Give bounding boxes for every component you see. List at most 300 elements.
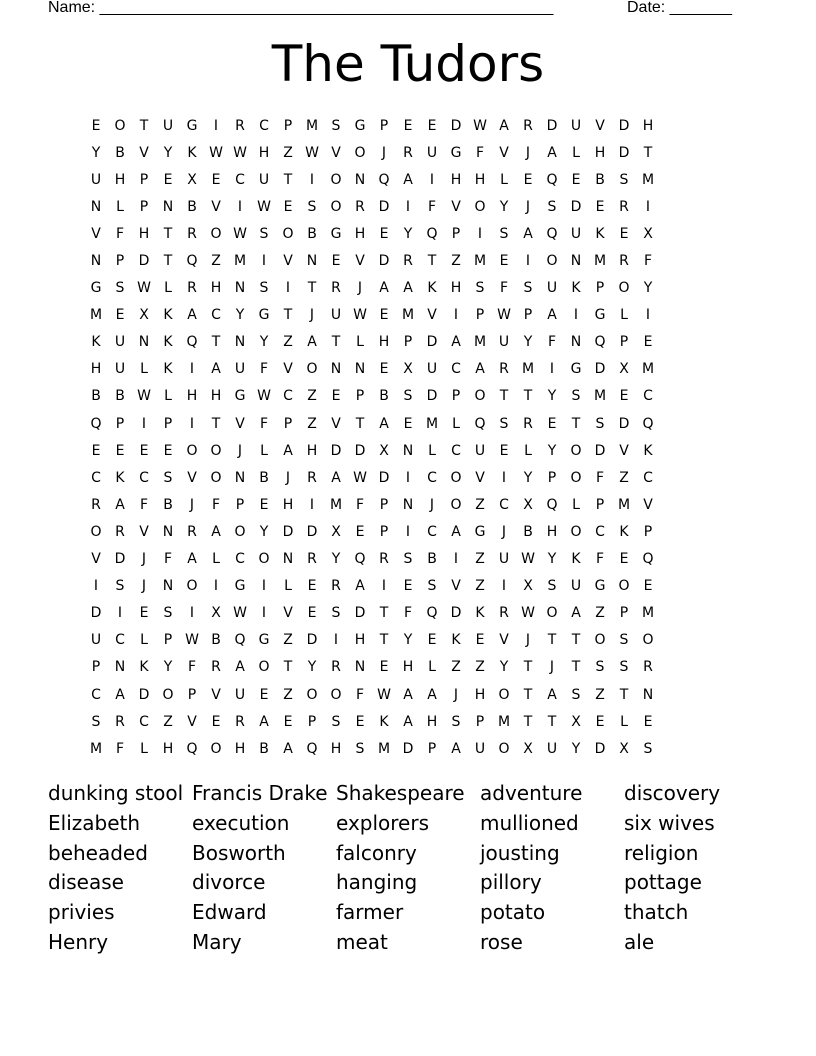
grid-letter: T <box>283 307 293 324</box>
grid-letter: K <box>163 361 173 378</box>
grid-letter: V <box>499 144 509 161</box>
grid-letter: Z <box>595 686 605 703</box>
word-bank-item: Edward <box>192 900 267 925</box>
grid-letter: B <box>187 198 197 215</box>
grid-letter: R <box>331 659 341 676</box>
grid-letter: K <box>115 469 125 486</box>
grid-letter: E <box>643 334 653 351</box>
grid-letter: F <box>643 253 653 270</box>
grid-letter: O <box>186 442 198 459</box>
grid-letter: D <box>354 442 366 459</box>
grid-letter: A <box>451 523 461 540</box>
grid-letter: I <box>333 632 339 649</box>
grid-letter: C <box>451 442 461 459</box>
grid-letter: T <box>547 713 557 730</box>
grid-letter: S <box>619 659 629 676</box>
grid-letter: T <box>331 334 341 351</box>
grid-letter: L <box>164 388 172 405</box>
grid-letter: U <box>498 334 510 351</box>
grid-letter: T <box>283 659 293 676</box>
grid-letter: W <box>137 388 151 405</box>
grid-letter: R <box>331 578 341 595</box>
grid-letter: I <box>525 253 531 270</box>
grid-letter: A <box>187 551 197 568</box>
grid-letter: Q <box>306 740 318 757</box>
word-bank-item: hanging <box>336 870 418 895</box>
grid-row <box>84 600 744 627</box>
grid-letter: Z <box>619 469 629 486</box>
grid-letter: O <box>258 551 270 568</box>
grid-letter: P <box>283 117 293 134</box>
grid-letter: L <box>428 659 436 676</box>
grid-letter: U <box>258 171 270 188</box>
grid-letter: I <box>93 578 99 595</box>
grid-letter: F <box>475 144 485 161</box>
grid-letter: H <box>474 171 486 188</box>
grid-letter: D <box>450 117 462 134</box>
word-bank-item: jousting <box>480 840 560 865</box>
word-bank-item: Elizabeth <box>48 810 141 835</box>
grid-letter: M <box>401 307 415 324</box>
grid-letter: Q <box>234 632 246 649</box>
grid-row <box>84 166 744 193</box>
grid-letter: I <box>141 415 147 432</box>
grid-letter: R <box>499 605 509 622</box>
grid-letter: F <box>499 280 509 297</box>
grid-letter: A <box>115 686 125 703</box>
grid-letter: C <box>451 361 461 378</box>
grid-letter: H <box>450 280 462 297</box>
grid-letter: D <box>378 253 390 270</box>
grid-letter: T <box>643 144 653 161</box>
grid-letter: L <box>620 307 628 324</box>
grid-letter: V <box>139 523 149 540</box>
grid-letter: P <box>427 740 437 757</box>
grid-letter: E <box>379 225 389 242</box>
grid-letter: V <box>91 225 101 242</box>
grid-row <box>84 112 744 139</box>
grid-letter: B <box>307 225 317 242</box>
grid-letter: F <box>259 361 269 378</box>
grid-letter: Q <box>186 253 198 270</box>
grid-letter: L <box>620 713 628 730</box>
grid-letter: O <box>618 578 630 595</box>
grid-letter: F <box>427 198 437 215</box>
grid-letter: E <box>259 686 269 703</box>
grid-letter: K <box>187 144 197 161</box>
grid-letter: N <box>234 334 246 351</box>
grid-letter: P <box>307 713 317 730</box>
grid-letter: S <box>571 686 581 703</box>
grid-letter: T <box>571 659 581 676</box>
grid-letter: A <box>499 117 509 134</box>
grid-letter: I <box>549 361 555 378</box>
grid-row <box>84 654 744 681</box>
word-bank-item: six wives <box>624 810 715 835</box>
grid-letter: L <box>260 442 268 459</box>
grid-letter: D <box>282 523 294 540</box>
grid-letter: S <box>427 578 437 595</box>
grid-letter: E <box>523 171 533 188</box>
grid-letter: B <box>259 740 269 757</box>
grid-letter: X <box>187 171 197 188</box>
grid-letter: T <box>379 632 389 649</box>
grid-letter: R <box>91 496 101 513</box>
grid-letter: A <box>331 469 341 486</box>
grid-letter: A <box>547 307 557 324</box>
grid-letter: O <box>210 469 222 486</box>
grid-letter: F <box>211 496 221 513</box>
grid-letter: J <box>525 198 531 215</box>
grid-row <box>84 220 744 247</box>
grid-letter: Y <box>403 632 413 649</box>
grid-letter: F <box>115 225 125 242</box>
grid-letter: I <box>237 198 243 215</box>
grid-letter: T <box>499 388 509 405</box>
grid-letter: A <box>523 225 533 242</box>
grid-letter: E <box>619 225 629 242</box>
grid-letter: L <box>500 171 508 188</box>
grid-letter: N <box>90 253 102 270</box>
grid-letter: T <box>283 171 293 188</box>
grid-letter: K <box>475 605 485 622</box>
grid-letter: V <box>187 469 197 486</box>
grid-letter: T <box>427 253 437 270</box>
grid-letter: P <box>643 523 653 540</box>
grid-letter: W <box>473 117 487 134</box>
grid-letter: L <box>452 415 460 432</box>
grid-letter: C <box>235 551 245 568</box>
grid-letter: F <box>595 469 605 486</box>
grid-letter: U <box>162 117 174 134</box>
grid-letter: Z <box>283 686 293 703</box>
grid-letter: A <box>211 523 221 540</box>
grid-letter: H <box>258 144 270 161</box>
grid-letter: V <box>643 496 653 513</box>
grid-letter: F <box>259 415 269 432</box>
grid-letter: O <box>546 253 558 270</box>
grid-row <box>84 247 744 274</box>
grid-letter: X <box>523 740 533 757</box>
grid-letter: D <box>90 605 102 622</box>
grid-letter: S <box>259 225 269 242</box>
grid-letter: V <box>139 144 149 161</box>
grid-letter: M <box>497 713 511 730</box>
grid-letter: P <box>355 388 365 405</box>
grid-letter: Y <box>499 198 509 215</box>
grid-letter: H <box>282 496 294 513</box>
word-bank-item: ale <box>624 929 655 954</box>
grid-letter: N <box>138 334 150 351</box>
grid-letter: R <box>403 253 413 270</box>
grid-letter: D <box>450 605 462 622</box>
grid-letter: E <box>283 713 293 730</box>
grid-letter: O <box>186 578 198 595</box>
grid-letter: W <box>233 225 247 242</box>
grid-letter: I <box>453 307 459 324</box>
word-bank <box>48 779 768 958</box>
grid-letter: K <box>451 632 461 649</box>
name-field: Name: ___________________________________________________ <box>48 0 554 16</box>
grid-letter: N <box>642 686 654 703</box>
grid-letter: O <box>210 740 222 757</box>
grid-letter: E <box>547 415 557 432</box>
grid-letter: Q <box>186 740 198 757</box>
grid-letter: I <box>477 225 483 242</box>
grid-letter: I <box>381 578 387 595</box>
grid-letter: K <box>619 523 629 540</box>
word-bank-item: meat <box>336 929 388 954</box>
grid-letter: C <box>139 469 149 486</box>
grid-letter: S <box>403 551 413 568</box>
letter-grid <box>84 112 744 762</box>
grid-letter: K <box>379 713 389 730</box>
grid-letter: E <box>427 117 437 134</box>
grid-letter: T <box>139 117 149 134</box>
grid-letter: M <box>329 496 343 513</box>
grid-letter: O <box>114 117 126 134</box>
grid-letter: P <box>139 171 149 188</box>
grid-letter: W <box>209 144 223 161</box>
grid-letter: P <box>91 659 101 676</box>
grid-letter: H <box>546 523 558 540</box>
grid-letter: E <box>427 632 437 649</box>
grid-letter: O <box>162 686 174 703</box>
grid-row <box>84 329 744 356</box>
grid-letter: I <box>117 605 123 622</box>
grid-letter: T <box>547 632 557 649</box>
grid-letter: T <box>379 605 389 622</box>
grid-letter: X <box>139 307 149 324</box>
grid-letter: W <box>257 388 271 405</box>
grid-letter: O <box>258 659 270 676</box>
word-bank-item: divorce <box>192 870 266 895</box>
grid-row <box>84 464 744 491</box>
grid-letter: J <box>381 144 387 161</box>
grid-letter: I <box>213 117 219 134</box>
grid-letter: S <box>619 171 629 188</box>
grid-letter: Q <box>354 551 366 568</box>
grid-letter: P <box>595 496 605 513</box>
grid-letter: E <box>619 551 629 568</box>
grid-letter: M <box>641 605 655 622</box>
grid-letter: Q <box>546 225 558 242</box>
grid-letter: F <box>547 334 557 351</box>
grid-letter: V <box>283 361 293 378</box>
grid-row <box>84 573 744 600</box>
grid-row <box>84 275 744 302</box>
grid-letter: C <box>643 469 653 486</box>
grid-letter: E <box>379 361 389 378</box>
grid-letter: U <box>330 307 342 324</box>
grid-letter: A <box>235 659 245 676</box>
grid-letter: N <box>162 578 174 595</box>
grid-letter: S <box>595 415 605 432</box>
word-bank-item: farmer <box>336 900 404 925</box>
grid-letter: A <box>211 361 221 378</box>
grid-letter: D <box>306 632 318 649</box>
grid-letter: T <box>523 713 533 730</box>
grid-letter: Z <box>475 659 485 676</box>
grid-letter: I <box>189 415 195 432</box>
grid-letter: Q <box>90 415 102 432</box>
grid-letter: E <box>331 253 341 270</box>
grid-letter: T <box>619 686 629 703</box>
grid-letter: D <box>618 415 630 432</box>
grid-letter: A <box>283 442 293 459</box>
grid-letter: S <box>331 117 341 134</box>
grid-row <box>84 193 744 220</box>
grid-letter: E <box>91 117 101 134</box>
grid-letter: N <box>162 523 174 540</box>
grid-letter: N <box>570 253 582 270</box>
grid-letter: E <box>91 442 101 459</box>
grid-letter: Q <box>426 605 438 622</box>
grid-letter: P <box>547 469 557 486</box>
grid-letter: L <box>140 740 148 757</box>
grid-letter: O <box>450 469 462 486</box>
grid-letter: S <box>451 713 461 730</box>
grid-letter: M <box>641 171 655 188</box>
grid-letter: X <box>331 523 341 540</box>
grid-letter: Q <box>546 496 558 513</box>
grid-letter: Y <box>547 388 557 405</box>
grid-letter: R <box>523 117 533 134</box>
grid-row <box>84 302 744 329</box>
grid-letter: A <box>403 686 413 703</box>
grid-letter: J <box>237 442 243 459</box>
grid-row <box>84 546 744 573</box>
grid-letter: M <box>425 415 439 432</box>
grid-letter: P <box>379 523 389 540</box>
grid-letter: A <box>403 171 413 188</box>
grid-letter: R <box>211 659 221 676</box>
grid-letter: O <box>282 225 294 242</box>
grid-letter: M <box>593 253 607 270</box>
grid-letter: Z <box>475 551 485 568</box>
grid-letter: R <box>115 523 125 540</box>
grid-letter: T <box>523 388 533 405</box>
grid-letter: V <box>619 442 629 459</box>
grid-letter: G <box>594 578 606 595</box>
grid-letter: Q <box>594 334 606 351</box>
grid-letter: S <box>595 659 605 676</box>
grid-letter: I <box>213 578 219 595</box>
grid-letter: X <box>379 442 389 459</box>
grid-letter: C <box>235 171 245 188</box>
grid-letter: T <box>523 686 533 703</box>
grid-letter: M <box>593 388 607 405</box>
grid-letter: E <box>115 442 125 459</box>
grid-letter: S <box>499 415 509 432</box>
grid-letter: Z <box>307 415 317 432</box>
grid-letter: Z <box>307 388 317 405</box>
grid-letter: G <box>186 117 198 134</box>
grid-letter: N <box>402 496 414 513</box>
grid-letter: E <box>307 605 317 622</box>
grid-letter: A <box>355 578 365 595</box>
word-bank-item: explorers <box>336 810 430 835</box>
grid-letter: M <box>233 253 247 270</box>
grid-letter: U <box>114 334 126 351</box>
grid-letter: R <box>331 280 341 297</box>
grid-letter: B <box>595 171 605 188</box>
grid-letter: E <box>643 713 653 730</box>
grid-letter: H <box>426 713 438 730</box>
grid-letter: R <box>307 551 317 568</box>
grid-letter: G <box>330 225 342 242</box>
grid-letter: U <box>234 686 246 703</box>
grid-letter: U <box>498 551 510 568</box>
grid-letter: W <box>233 605 247 622</box>
grid-letter: G <box>258 307 270 324</box>
grid-letter: C <box>91 469 101 486</box>
grid-letter: O <box>330 171 342 188</box>
grid-letter: A <box>427 686 437 703</box>
grid-letter: B <box>427 551 437 568</box>
grid-letter: E <box>571 171 581 188</box>
grid-letter: Z <box>283 144 293 161</box>
grid-letter: Y <box>547 442 557 459</box>
grid-letter: Q <box>426 225 438 242</box>
grid-letter: V <box>451 578 461 595</box>
grid-letter: H <box>402 659 414 676</box>
grid-letter: A <box>307 334 317 351</box>
grid-letter: W <box>137 280 151 297</box>
grid-letter: D <box>618 117 630 134</box>
grid-letter: L <box>284 578 292 595</box>
grid-letter: W <box>233 144 247 161</box>
grid-letter: D <box>354 605 366 622</box>
grid-letter: Q <box>186 334 198 351</box>
grid-letter: D <box>546 117 558 134</box>
grid-letter: T <box>571 632 581 649</box>
grid-letter: D <box>402 740 414 757</box>
grid-row <box>84 410 744 437</box>
grid-letter: B <box>259 469 269 486</box>
grid-letter: R <box>403 144 413 161</box>
grid-letter: O <box>618 280 630 297</box>
grid-letter: J <box>549 659 555 676</box>
grid-letter: V <box>91 551 101 568</box>
grid-letter: X <box>523 578 533 595</box>
grid-row <box>84 518 744 545</box>
word-bank-item: adventure <box>480 781 583 805</box>
grid-letter: Y <box>235 307 245 324</box>
grid-letter: O <box>450 496 462 513</box>
grid-letter: I <box>309 496 315 513</box>
grid-letter: W <box>305 144 319 161</box>
grid-letter: T <box>571 415 581 432</box>
grid-letter: Y <box>91 144 101 161</box>
grid-letter: Z <box>595 605 605 622</box>
grid-letter: E <box>643 578 653 595</box>
grid-letter: R <box>523 415 533 432</box>
grid-letter: H <box>210 388 222 405</box>
grid-letter: I <box>285 280 291 297</box>
grid-letter: Z <box>283 334 293 351</box>
grid-letter: O <box>330 198 342 215</box>
grid-letter: O <box>210 442 222 459</box>
grid-letter: T <box>211 415 221 432</box>
grid-letter: V <box>187 713 197 730</box>
grid-letter: C <box>91 686 101 703</box>
word-bank-item: beheaded <box>48 840 148 865</box>
grid-letter: M <box>377 740 391 757</box>
grid-letter: A <box>379 280 389 297</box>
grid-letter: E <box>211 713 221 730</box>
grid-letter: H <box>450 171 462 188</box>
